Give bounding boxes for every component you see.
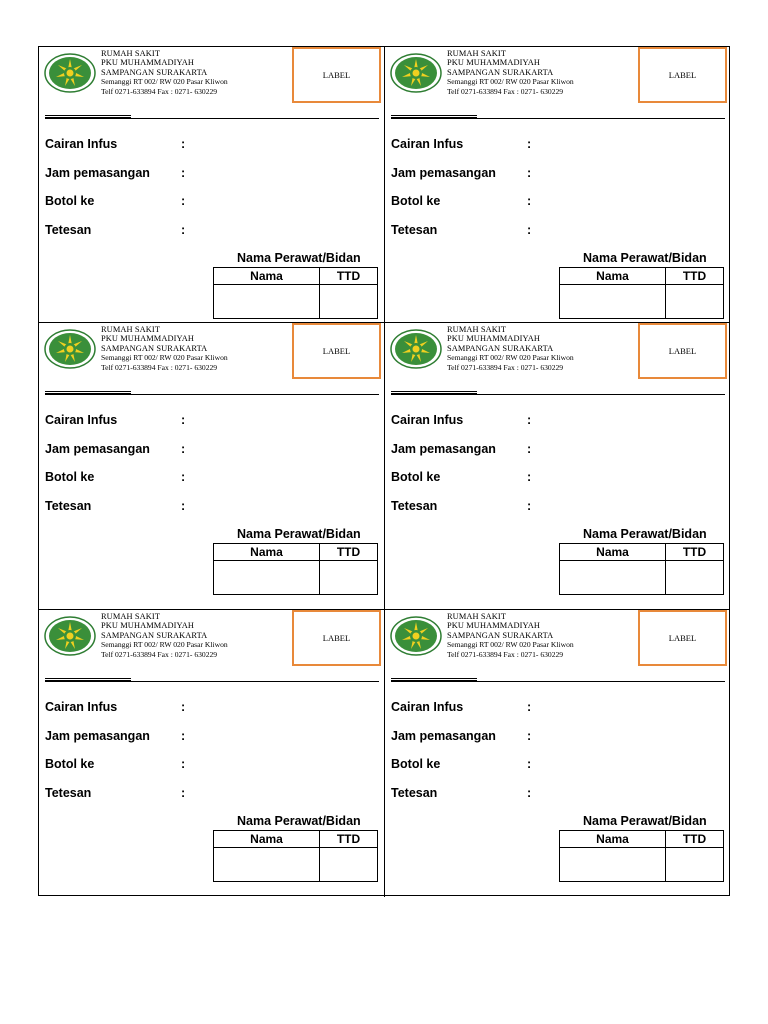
field-label: Botol ke xyxy=(45,470,95,484)
label-box-text: LABEL xyxy=(668,633,697,643)
label-box-text: LABEL xyxy=(322,633,351,643)
field-colon: : xyxy=(527,757,532,771)
field-colon: : xyxy=(527,223,532,237)
field-colon: : xyxy=(181,194,186,208)
patient-label-box xyxy=(638,610,727,666)
field-colon: : xyxy=(181,700,186,714)
field-label: Botol ke xyxy=(391,470,441,484)
hospital-name: RUMAH SAKIT xyxy=(447,325,507,334)
field-colon: : xyxy=(181,470,186,484)
nurse-signature-cell[interactable] xyxy=(666,848,724,882)
nurse-signature-cell[interactable] xyxy=(666,561,724,595)
field-label: Botol ke xyxy=(391,757,441,771)
hospital-address: Semanggi RT 002/ RW 020 Pasar Kliwon xyxy=(447,353,574,363)
field-colon: : xyxy=(181,729,186,743)
field-colon: : xyxy=(181,413,186,427)
patient-label-box xyxy=(292,47,381,103)
label-box-text: LABEL xyxy=(668,346,697,356)
infusion-label-card xyxy=(384,47,729,322)
col-header-nama: Nama xyxy=(560,831,666,848)
hospital-info xyxy=(447,612,647,659)
hospital-phone: Telf 0271-633894 Fax : 0271- 630229 xyxy=(447,649,564,659)
col-header-ttd: TTD xyxy=(320,831,378,848)
hospital-logo-icon xyxy=(44,329,96,369)
nurse-section-title: Nama Perawat/Bidan xyxy=(237,814,361,828)
field-label: Tetesan xyxy=(45,223,92,237)
field-label: Cairan Infus xyxy=(391,137,464,151)
hospital-info xyxy=(101,325,301,372)
hospital-name: RUMAH SAKIT xyxy=(101,612,161,621)
col-header-ttd: TTD xyxy=(666,268,724,285)
nurse-signature-cell[interactable] xyxy=(666,285,724,319)
nurse-name-cell[interactable] xyxy=(560,848,666,882)
nurse-signature-table xyxy=(559,543,724,595)
patient-label-box xyxy=(292,610,381,666)
col-header-nama: Nama xyxy=(560,544,666,561)
hospital-info xyxy=(101,612,301,659)
infusion-label-card xyxy=(39,322,384,609)
field-label: Botol ke xyxy=(391,194,441,208)
infusion-label-card xyxy=(39,47,384,322)
hospital-city: SAMPANGAN SURAKARTA xyxy=(447,67,554,77)
header-divider xyxy=(391,394,725,395)
field-label: Botol ke xyxy=(45,757,95,771)
header-divider xyxy=(45,394,379,395)
nurse-signature-cell[interactable] xyxy=(320,848,378,882)
field-label: Tetesan xyxy=(45,499,92,513)
hospital-address: Semanggi RT 002/ RW 020 Pasar Kliwon xyxy=(101,353,228,363)
field-label: Jam pemasangan xyxy=(391,729,496,743)
field-label: Tetesan xyxy=(45,786,92,800)
field-colon: : xyxy=(527,442,532,456)
field-label: Tetesan xyxy=(391,223,438,237)
field-colon: : xyxy=(181,137,186,151)
hospital-logo-icon xyxy=(44,53,96,93)
field-colon: : xyxy=(527,499,532,513)
hospital-phone: Telf 0271-633894 Fax : 0271- 630229 xyxy=(447,86,564,96)
header-divider xyxy=(391,118,725,119)
hospital-org: PKU MUHAMMADIYAH xyxy=(447,621,541,631)
infusion-label-card xyxy=(384,609,729,897)
hospital-org: PKU MUHAMMADIYAH xyxy=(447,58,541,68)
field-colon: : xyxy=(527,700,532,714)
hospital-org: PKU MUHAMMADIYAH xyxy=(101,334,195,344)
nurse-section-title: Nama Perawat/Bidan xyxy=(237,527,361,541)
col-header-ttd: TTD xyxy=(666,544,724,561)
field-colon: : xyxy=(527,137,532,151)
hospital-name: RUMAH SAKIT xyxy=(447,612,507,621)
field-label: Cairan Infus xyxy=(45,700,118,714)
infusion-label-card xyxy=(384,322,729,609)
header-divider xyxy=(45,118,379,119)
hospital-phone: Telf 0271-633894 Fax : 0271- 630229 xyxy=(101,649,218,659)
nurse-section-title: Nama Perawat/Bidan xyxy=(583,814,707,828)
field-colon: : xyxy=(527,729,532,743)
hospital-name: RUMAH SAKIT xyxy=(101,49,161,58)
label-box-text: LABEL xyxy=(322,70,351,80)
hospital-name: RUMAH SAKIT xyxy=(447,49,507,58)
nurse-signature-table xyxy=(213,830,378,882)
col-header-nama: Nama xyxy=(214,831,320,848)
patient-label-box xyxy=(638,323,727,379)
label-sheet xyxy=(38,46,730,896)
field-colon: : xyxy=(181,442,186,456)
nurse-signature-table xyxy=(559,267,724,319)
hospital-phone: Telf 0271-633894 Fax : 0271- 630229 xyxy=(101,362,218,372)
hospital-info xyxy=(447,49,647,96)
hospital-org: PKU MUHAMMADIYAH xyxy=(447,334,541,344)
nurse-signature-table xyxy=(559,830,724,882)
hospital-logo-icon xyxy=(390,616,442,656)
hospital-address: Semanggi RT 002/ RW 020 Pasar Kliwon xyxy=(101,640,228,650)
label-box-text: LABEL xyxy=(322,346,351,356)
col-header-nama: Nama xyxy=(214,268,320,285)
hospital-info xyxy=(101,49,301,96)
field-colon: : xyxy=(527,786,532,800)
hospital-phone: Telf 0271-633894 Fax : 0271- 630229 xyxy=(101,86,218,96)
field-label: Jam pemasangan xyxy=(45,442,150,456)
field-colon: : xyxy=(527,194,532,208)
field-label: Cairan Infus xyxy=(391,700,464,714)
field-label: Botol ke xyxy=(45,194,95,208)
nurse-name-cell[interactable] xyxy=(214,848,320,882)
hospital-name: RUMAH SAKIT xyxy=(101,325,161,334)
hospital-org: PKU MUHAMMADIYAH xyxy=(101,58,195,68)
col-header-nama: Nama xyxy=(560,268,666,285)
field-label: Jam pemasangan xyxy=(391,442,496,456)
field-colon: : xyxy=(527,166,532,180)
nurse-section-title: Nama Perawat/Bidan xyxy=(583,251,707,265)
hospital-logo-icon xyxy=(390,53,442,93)
field-label: Cairan Infus xyxy=(45,413,118,427)
field-label: Cairan Infus xyxy=(45,137,118,151)
hospital-city: SAMPANGAN SURAKARTA xyxy=(101,630,208,640)
hospital-city: SAMPANGAN SURAKARTA xyxy=(447,343,554,353)
patient-label-box xyxy=(638,47,727,103)
hospital-phone: Telf 0271-633894 Fax : 0271- 630229 xyxy=(447,362,564,372)
header-divider xyxy=(45,681,379,682)
field-colon: : xyxy=(181,166,186,180)
hospital-org: PKU MUHAMMADIYAH xyxy=(101,621,195,631)
label-box-text: LABEL xyxy=(668,70,697,80)
hospital-address: Semanggi RT 002/ RW 020 Pasar Kliwon xyxy=(101,77,228,87)
col-header-ttd: TTD xyxy=(666,831,724,848)
field-label: Jam pemasangan xyxy=(391,166,496,180)
field-colon: : xyxy=(527,413,532,427)
nurse-signature-table xyxy=(213,543,378,595)
nurse-name-cell[interactable] xyxy=(560,561,666,595)
patient-label-box xyxy=(292,323,381,379)
hospital-logo-icon xyxy=(44,616,96,656)
col-header-ttd: TTD xyxy=(320,544,378,561)
nurse-signature-cell[interactable] xyxy=(320,285,378,319)
hospital-city: SAMPANGAN SURAKARTA xyxy=(101,67,208,77)
nurse-name-cell[interactable] xyxy=(214,285,320,319)
field-label: Cairan Infus xyxy=(391,413,464,427)
field-colon: : xyxy=(181,757,186,771)
nurse-section-title: Nama Perawat/Bidan xyxy=(583,527,707,541)
field-colon: : xyxy=(181,223,186,237)
hospital-logo-icon xyxy=(390,329,442,369)
field-label: Jam pemasangan xyxy=(45,166,150,180)
hospital-city: SAMPANGAN SURAKARTA xyxy=(447,630,554,640)
nurse-name-cell[interactable] xyxy=(214,561,320,595)
infusion-label-card xyxy=(39,609,384,897)
col-header-nama: Nama xyxy=(214,544,320,561)
hospital-info xyxy=(447,325,647,372)
nurse-name-cell[interactable] xyxy=(560,285,666,319)
col-header-ttd: TTD xyxy=(320,268,378,285)
header-divider xyxy=(391,681,725,682)
field-label: Tetesan xyxy=(391,786,438,800)
field-label: Jam pemasangan xyxy=(45,729,150,743)
hospital-address: Semanggi RT 002/ RW 020 Pasar Kliwon xyxy=(447,77,574,87)
field-colon: : xyxy=(527,470,532,484)
field-label: Tetesan xyxy=(391,499,438,513)
field-colon: : xyxy=(181,786,186,800)
field-colon: : xyxy=(181,499,186,513)
nurse-signature-table xyxy=(213,267,378,319)
nurse-signature-cell[interactable] xyxy=(320,561,378,595)
hospital-city: SAMPANGAN SURAKARTA xyxy=(101,343,208,353)
hospital-address: Semanggi RT 002/ RW 020 Pasar Kliwon xyxy=(447,640,574,650)
nurse-section-title: Nama Perawat/Bidan xyxy=(237,251,361,265)
